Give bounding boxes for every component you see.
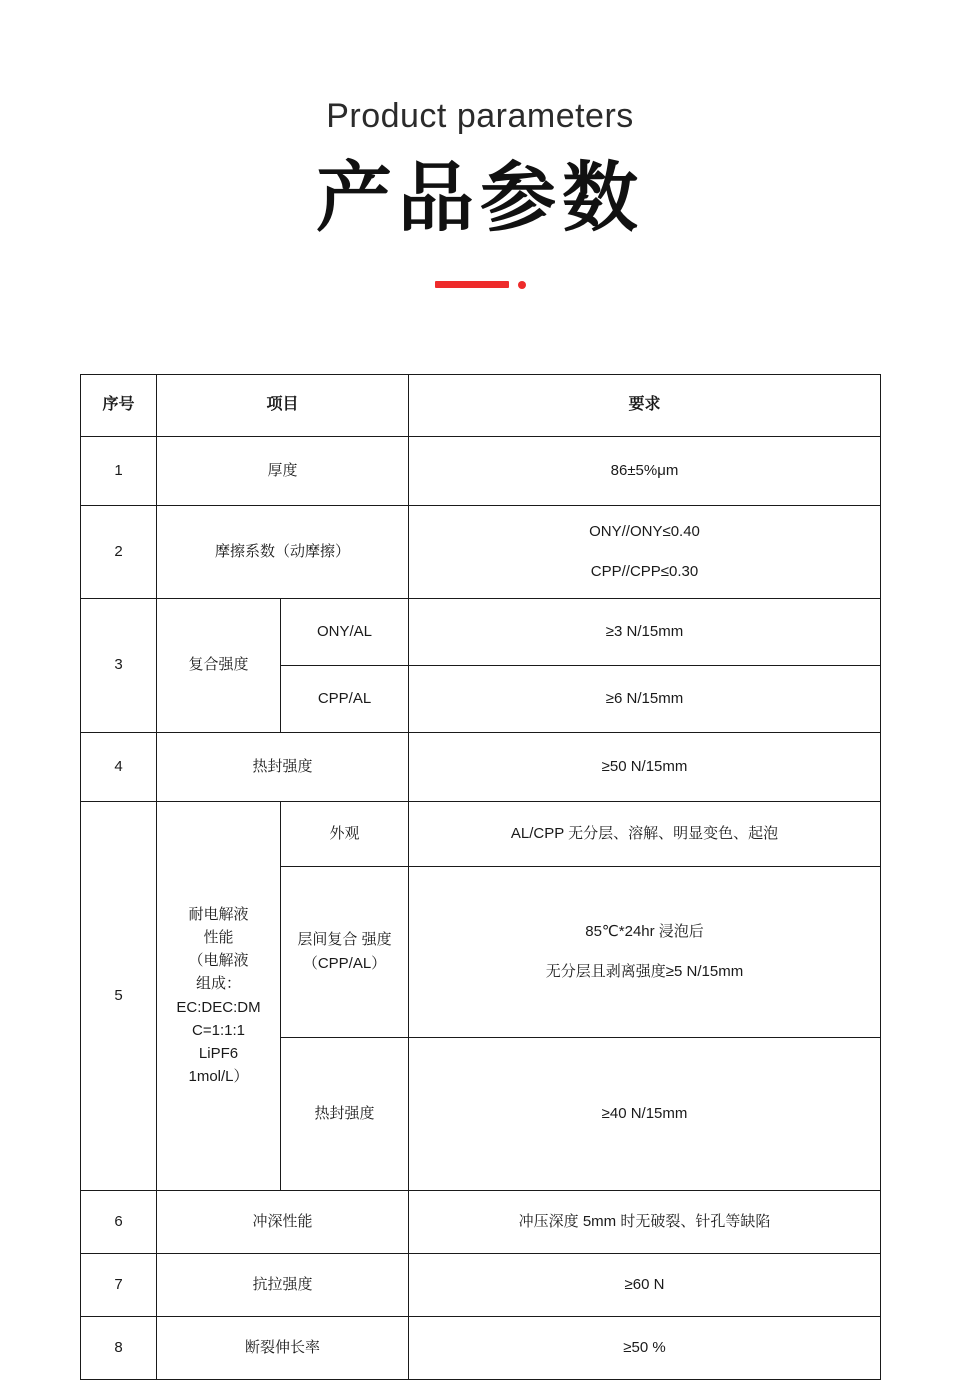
- table-row: [81, 1253, 881, 1316]
- requirement-line: ≥40 N/15mm: [601, 1104, 688, 1122]
- requirement-line: 86±5%μm: [610, 461, 679, 479]
- row-subitem-line: 强度: [361, 931, 392, 949]
- row-requirement: [409, 436, 881, 505]
- accent-divider: [0, 280, 960, 290]
- table-row: [81, 598, 881, 665]
- row-item-line: 1mol/L）: [188, 1068, 249, 1086]
- row-item: 复合强度: [157, 598, 281, 732]
- row-no: 4: [81, 732, 157, 801]
- row-item: 热封强度: [157, 732, 409, 801]
- table-head: [81, 374, 881, 436]
- row-item: 厚度: [157, 436, 409, 505]
- requirement-line: CPP//CPP≤0.30: [590, 562, 699, 580]
- divider-dot: [518, 281, 526, 289]
- requirement-line: ≥3 N/15mm: [605, 622, 684, 640]
- page-header: [0, 0, 960, 290]
- row-subitem: [281, 866, 409, 1037]
- requirement-line: ≥50 N/15mm: [601, 757, 688, 775]
- row-requirement: [409, 598, 881, 665]
- table-header-row: [81, 374, 881, 436]
- row-subitem: CPP/AL: [281, 665, 409, 732]
- table-row: [81, 1316, 881, 1379]
- row-no: 6: [81, 1190, 157, 1253]
- row-item: [157, 801, 281, 1190]
- table-body: [81, 436, 881, 1379]
- row-no: 5: [81, 801, 157, 1190]
- column-header-no: 序号: [81, 374, 157, 436]
- row-item: 冲深性能: [157, 1190, 409, 1253]
- requirement-line: ≥60 N: [624, 1275, 665, 1293]
- row-requirement: [409, 1190, 881, 1253]
- row-requirement: [409, 866, 881, 1037]
- row-no: 7: [81, 1253, 157, 1316]
- requirement-line: 无分层且剥离强度≥5 N/15mm: [545, 962, 744, 980]
- row-subitem-line: （CPP/AL）: [302, 954, 387, 972]
- row-requirement: [409, 1253, 881, 1316]
- divider-bar: [435, 281, 509, 288]
- requirement-line: 85℃*24hr 浸泡后: [585, 923, 704, 941]
- row-requirement: [409, 1037, 881, 1190]
- requirement-line: ONY//ONY≤0.40: [589, 523, 700, 541]
- row-item-line: （电解液: [188, 952, 249, 970]
- row-subitem: 外观: [281, 801, 409, 866]
- row-item-line: LiPF6: [198, 1045, 239, 1063]
- requirement-line: ≥6 N/15mm: [605, 689, 684, 707]
- requirement-line: 冲压深度 5mm 时无破裂、针孔等缺陷: [518, 1212, 771, 1230]
- row-no: 8: [81, 1316, 157, 1379]
- row-item-line: 性能: [203, 928, 234, 946]
- row-no: 3: [81, 598, 157, 732]
- row-requirement: [409, 505, 881, 598]
- row-item-line: 耐电解液: [188, 905, 249, 923]
- requirement-line: AL/CPP 无分层、溶解、明显变色、起泡: [510, 824, 779, 842]
- row-requirement: [409, 801, 881, 866]
- table-row: [81, 801, 881, 866]
- row-no: 2: [81, 505, 157, 598]
- row-subitem: 热封强度: [281, 1037, 409, 1190]
- requirement-line: ≥50 %: [623, 1338, 666, 1356]
- row-no: 1: [81, 436, 157, 505]
- row-item: 摩擦系数（动摩擦）: [157, 505, 409, 598]
- table-row: [81, 436, 881, 505]
- row-item-line: EC:DEC:DM: [176, 998, 261, 1016]
- row-item: 抗拉强度: [157, 1253, 409, 1316]
- row-item-line: 组成：: [195, 975, 241, 993]
- title-english: Product parameters: [326, 97, 634, 135]
- table-row: [81, 732, 881, 801]
- table-row: [81, 1190, 881, 1253]
- table-row: [81, 505, 881, 598]
- parameters-table: [80, 374, 881, 1380]
- row-item: 断裂伸长率: [157, 1316, 409, 1379]
- row-requirement: [409, 1316, 881, 1379]
- row-subitem-line: 层间复合: [297, 931, 358, 949]
- title-chinese: 产品参数: [316, 155, 644, 241]
- parameters-table-container: [80, 374, 880, 1380]
- column-header-item: 项目: [157, 374, 409, 436]
- column-header-req: 要求: [409, 374, 881, 436]
- row-requirement: [409, 665, 881, 732]
- row-subitem: ONY/AL: [281, 598, 409, 665]
- row-requirement: [409, 732, 881, 801]
- row-item-line: C=1:1:1: [192, 1021, 245, 1039]
